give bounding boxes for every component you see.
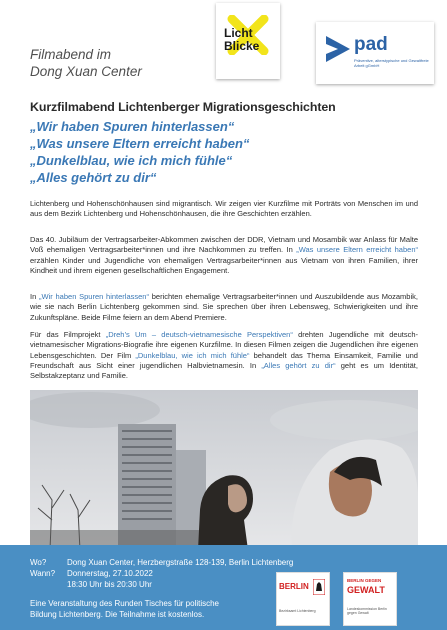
mozambique-paragraph [30,292,418,323]
paragraph-text: berichten ehemalige Vertragsarbeiter*innen und Auszubildende aus Mozambik, wie sie nach Berlin Lichtenberg gekommen sind. Sie sprechen über ihren Lebensweg, Schwierigkeiten und ihre Zukunftspläne. Beide Filme feiern an dem Abend Premiere. [30,292,418,322]
film-reference: „Dunkelblau, wie ich mich fühle“ [135,350,250,360]
film-title-4: „Alles gehört zu dir“ [30,170,157,185]
film-title-2: „Was unsere Eltern erreicht haben“ [30,136,250,151]
paragraph-text: Für das Filmprojekt [30,330,101,339]
film-reference: „Was unsere Eltern erreicht haben“ [296,245,418,255]
time-value: 18:30 Uhr bis 20:30 Uhr [67,580,152,589]
pad-logo [316,22,434,84]
berlin-logo-text: BERLIN [279,582,309,591]
film-reference: „Wir haben Spuren hinterlassen“ [39,292,149,301]
film-still-illustration [30,390,418,550]
event-title [30,46,142,80]
film-title-3: „Dunkelblau, wie ich mich fühle“ [30,153,233,168]
lichtblicke-word-2: Blicke [224,39,260,53]
when-value: Donnerstag, 27.10.2022 [67,569,153,578]
event-title-line-2: Dong Xuan Center [30,64,142,79]
pad-tagline: Präventive, alterstypische und Gewaltfreie Arbeit gGmbH [354,58,429,68]
lichtblicke-word-1: Licht [224,26,253,40]
lichtblicke-logo [216,3,280,79]
gewalt-logo-sub: Landeskommission Berlin gegen Gewalt [347,607,387,616]
berlin-district-logo [276,572,330,626]
berlin-logo-sub: Bezirksamt Lichtenberg [279,609,316,613]
berlin-bear-icon [313,579,325,595]
paragraph-text: drehten Jugendliche mit deutsch-vietnamesischer Migrations-Biografie ihre eigenen Kurzfilme. In diesen Filmen zeigen die Jugendlichen ihre eigenen Lebensgeschichten. Der Film [30,330,418,360]
film-project-paragraph [30,330,418,381]
project-reference: „Dreh’s Um – deutsch-vietnamesische Perspektiven“ [105,330,293,339]
paragraph-text: geht es um Identität, Selbstakzeptanz und Familie. [30,360,418,381]
paragraph-text: Das 40. Jubiläum der Vertragsarbeiter-Abkommen zwischen der DDR, Vietnam und Mosambik war Anlass für Malte Voß ehemaligen Vertragsarbeiter*innen und ihre Nachkommen zu treffen. In [30,235,418,255]
film-title-1: „Wir haben Spuren hinterlassen“ [30,119,235,134]
paragraph-text: In [30,292,37,301]
when-label: Wann? [30,569,56,578]
organizer-line-2: Bildung Lichtenberg. Die Teilnahme ist kostenlos. [30,610,205,619]
event-title-line-1: Filmabend im [30,47,112,62]
page-headline: Kurzfilmabend Lichtenberger Migrationsgeschichten [30,100,336,114]
film-reference: „Alles gehört zu dir“ [261,360,336,370]
intro-paragraph: Lichtenberg und Hohenschönhausen sind migrantisch. Wir zeigen vier Kurzfilme mit Porträts von Menschen im und aus dem Bezirk Lichtenberg und Hohenschönhausen, die ihre Geschichten erzählen. [30,199,418,219]
berlin-gegen-gewalt-logo [343,572,397,626]
where-label: Wo? [30,558,47,567]
film-still-photo [30,390,418,550]
where-value: Dong Xuan Center, Herzbergstraße 128-139, Berlin Lichtenberg [67,558,294,567]
paragraph-text: behandelt das Thema Einsamkeit, Familie und Freundschaft aus Sicht einer jugendlichen Halbvietnamesin. In [30,350,418,370]
organizer-line-1: Eine Veranstaltung des Runden Tisches für politische [30,599,220,608]
pad-triangle-icon [324,34,352,64]
gewalt-logo-line-1: BERLIN GEGEN [347,578,382,583]
pad-wordmark: pad [354,34,388,55]
gewalt-logo-line-2: GEWALT [347,585,385,595]
paragraph-text: erzählen Kinder und Jugendliche von ehemaligen Vertragsarbeiter*innen aus Vietnam von ihren Familien, ihrer Kindheit und ihrem eigenen gesellschaftlichen Engagement. [30,255,418,275]
contract-workers-paragraph [30,235,418,276]
